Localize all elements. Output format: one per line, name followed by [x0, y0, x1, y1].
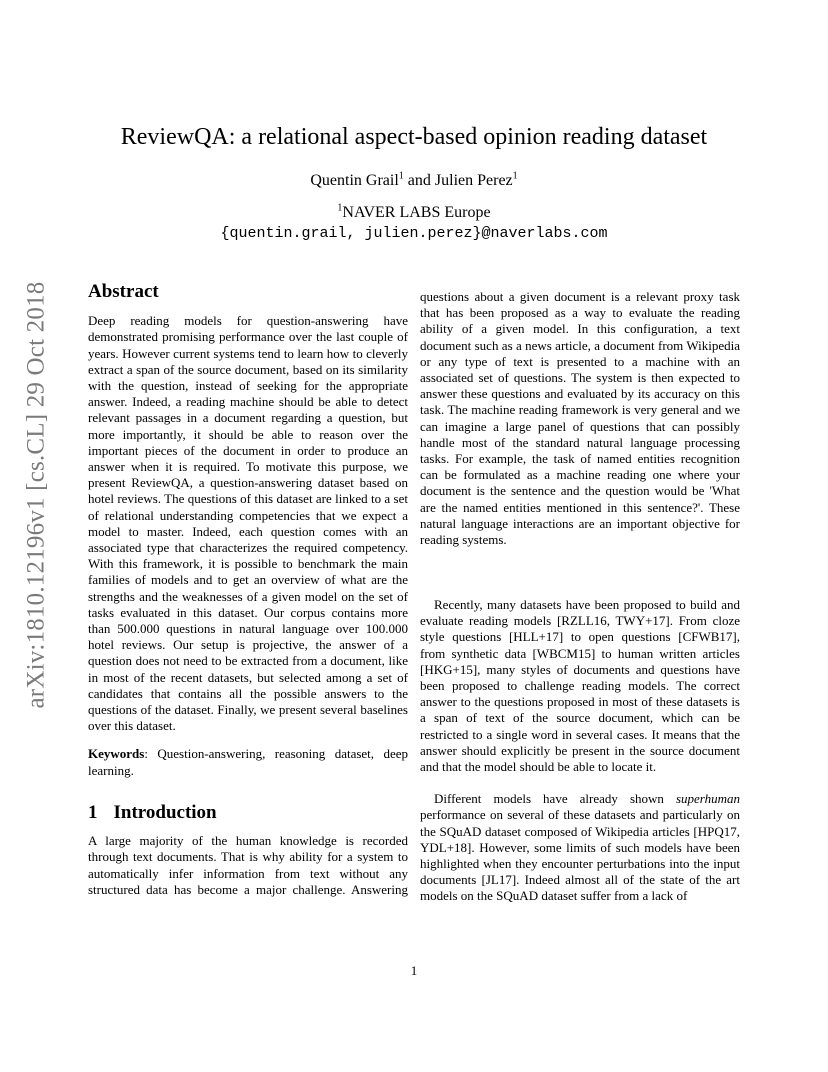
- author-line: [0, 172, 828, 190]
- section-number: 1: [88, 801, 98, 823]
- arxiv-sidebar-stamp: [14, 281, 58, 709]
- keywords-label: Keywords: [88, 746, 145, 762]
- right-column: [420, 289, 740, 905]
- intro-paragraph-1-left: [88, 833, 408, 898]
- arxiv-identifier: arXiv:1810.12196v1 [cs.CL] 29 Oct 2018: [22, 281, 49, 709]
- author-affiliation-mark: 1: [398, 170, 404, 182]
- intro-paragraph-1-continued: questions about a given document is a relevant proxy task that has been proposed as a way to evaluate the reading ability of a given model. In this configuration, a text document such as a news article, a document from Wikipedia or any type of text is presented to a machine with an associated set of questions. The system is then expected to answer these questions and evaluated by its accuracy on this task. The machine reading framework is very general and we can imagine a large panel of questions that can possibly handle most of the standard natural language processing tasks. For example, the task of named entities recognition can be formulated as a machine reading one where your document is the sentence and the question would be 'What are the named entities mentioned in this sentence?'. These natural language interactions are an important objective for reading systems.: [420, 289, 740, 548]
- author-conjunction: and: [407, 172, 431, 189]
- abstract-heading: Abstract: [88, 281, 159, 302]
- author-name: Julien Perez: [434, 172, 513, 189]
- affiliation: [0, 204, 828, 222]
- emphasis-superhuman: superhuman: [675, 791, 740, 807]
- author-affiliation-mark: 1: [512, 170, 518, 182]
- intro-paragraph-1-right: [420, 289, 740, 581]
- affiliation-mark: 1: [337, 202, 343, 214]
- paragraph-text: Different models have already shown: [434, 791, 676, 807]
- left-column: [88, 281, 408, 898]
- intro-paragraph-3: [420, 791, 740, 904]
- paper-title: ReviewQA: a relational aspect-based opinion reading dataset: [120, 124, 708, 150]
- abstract-text: Deep reading models for question-answering have demonstrated promising performance over the last couple of years. However current systems tend to learn how to cleverly extract a span of the source document, based on its similarity with the question, instead of seeking for the appropriate answer. Indeed, a reading machine should be able to detect relevant passages in a document regarding a question, but more importantly, it should be able to reason over the important pieces of the document in order to produce an answer when it is required. To motivate this purpose, we present ReviewQA, a question-answering dataset based on hotel reviews. The questions of this dataset are linked to a set of relational understanding competencies that we expect a model to master. Indeed, each question comes with an associated type that characterizes the required competency. With this framework, it is possible to benchmark the main families of models and to get an overview of what are the strengths and the weaknesses of a given model on the set of tasks evaluated in this dataset. Our corpus contains more than 500.000 questions in natural language over 100.000 hotel reviews. Our setup is projective, the answer of a question does not need to be extracted from a document, like in most of the recent datasets, but selected among a set of candidates that contains all the possible answers to the questions of the dataset. Finally, we present several baselines over this dataset.: [88, 313, 408, 734]
- author-name: Quentin Grail: [310, 172, 399, 189]
- page-number: 1: [410, 963, 418, 978]
- intro-paragraph-1: A large majority of the human knowledge is recorded through text documents. That is why ability for a system to automatically infer information from text without any structured data has become a major challenge. Answering: [88, 833, 408, 897]
- paragraph-text: performance on several of these datasets and particularly on the SQuAD dataset composed of Wikipedia articles [HPQ17, YDL+18]. However, some limits of such models have been highlighted when they encounter perturbations into the input documents [JL17]. Indeed almost all of the state of the art models on the SQuAD dataset suffer from a lack of: [420, 807, 740, 904]
- keywords-text: : Question-answering, reasoning dataset, deep learning.: [88, 746, 408, 778]
- keywords: [88, 746, 408, 778]
- section-heading-introduction: [88, 801, 408, 823]
- author-emails: {quentin.grail, julien.perez}@naverlabs.com: [220, 225, 608, 242]
- affiliation-name: NAVER LABS Europe: [342, 204, 491, 221]
- section-title: Introduction: [113, 801, 217, 823]
- intro-paragraph-2: Recently, many datasets have been proposed to build and evaluate reading models [RZLL16, TWY+17]. From cloze style questions [HLL+17] to open questions [CFWB17], from synthetic data [WBCM15] to human written articles [HKG+15], many styles of documents and questions have been proposed to challenge reading models. The correct answer to the questions proposed in most of these datasets is a span of text of the source document, which can be restricted to a single word in several cases. It means that the answer should explicitly be present in the source document and that the model should be able to locate it.: [420, 597, 740, 775]
